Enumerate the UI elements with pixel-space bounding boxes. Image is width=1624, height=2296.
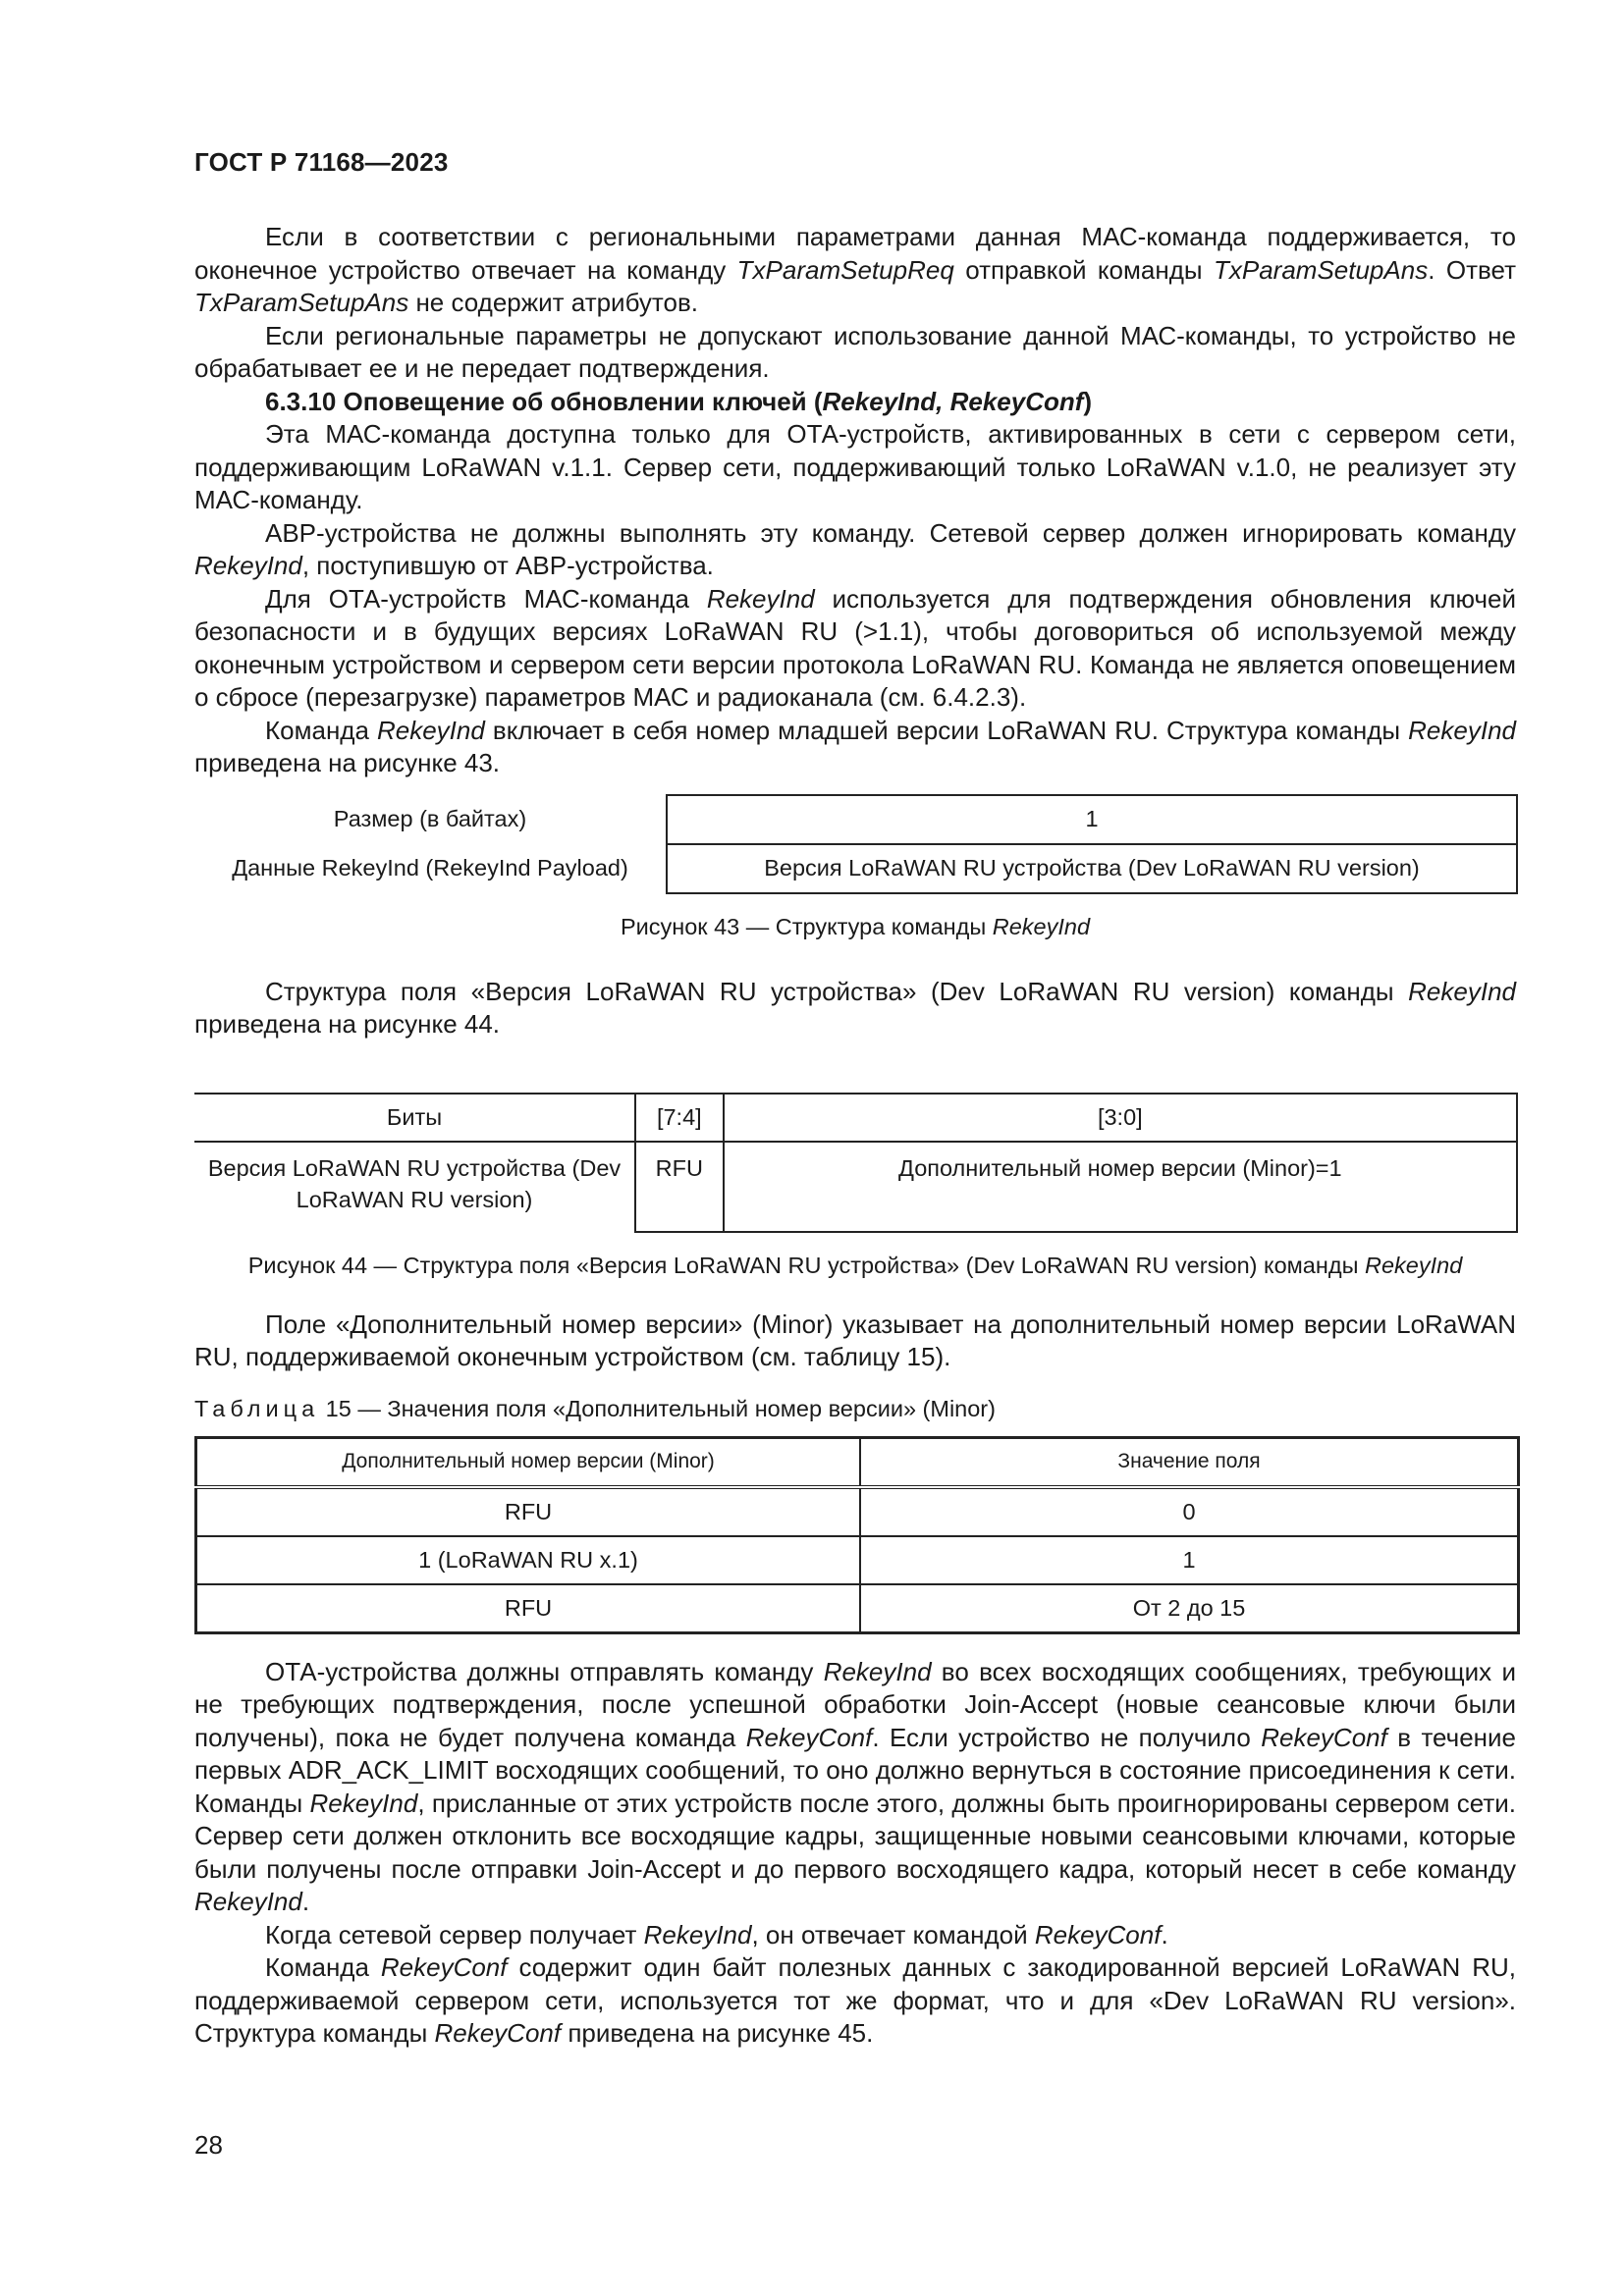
table-15 (194, 1436, 1520, 1634)
table-cell: 1 (LoRaWAN RU x.1) (196, 1536, 861, 1584)
paragraph-rekeyind-purpose: Для ОТА-устройств МАС-команда RekeyInd используется для подтверждения обновления ключей безопасности и в будущих версиях LoRaWAN RU (>1.1), чтобы договориться об используемой между оконечным устройством и сервером сети версии протокола LoRaWAN RU. Команда не является оповещением о сбросе (перезагрузке) параметров МАС и радиоканала (см. 6.4.2.3). (194, 583, 1516, 712)
table-15-caption: Таблица 15 — Значения поля «Дополнительный номер версии» (Minor) (194, 1395, 996, 1421)
table-header-row (196, 1437, 1519, 1487)
table-row (194, 1142, 1517, 1232)
table-row (194, 1094, 1517, 1142)
table-row (194, 844, 1517, 893)
table-cell: Размер (в байтах) (333, 806, 527, 831)
table-row (196, 1536, 1519, 1584)
table-cell: Версия LoRaWAN RU устройства (Dev LoRaWAN RU version) (667, 844, 1517, 893)
figure-43-caption: Рисунок 43 — Структура команды RekeyInd (620, 913, 1091, 939)
paragraph-rekeyind-structure: Команда RekeyInd включает в себя номер младшей версии LoRaWAN RU. Структура команды RekeyInd приведена на рисунке 43. (194, 715, 1516, 777)
table-row (194, 795, 1517, 844)
paragraph-field-structure: Структура поля «Версия LoRaWAN RU устройства» (Dev LoRaWAN RU version) команды RekeyInd приведена на рисунке 44. (194, 976, 1516, 1039)
table-cell: Дополнительный номер версии (Minor)=1 (724, 1142, 1517, 1232)
column-header: Дополнительный номер версии (Minor) (196, 1437, 861, 1487)
table-cell: Версия LoRaWAN RU устройства (Dev LoRaWAN RU version) (207, 1154, 622, 1212)
table-cell: [7:4] (635, 1094, 724, 1142)
paragraph-abp: АВР-устройства не должны выполнять эту команду. Сетевой сервер должен игнорировать команду RekeyInd, поступившую от АВР-устройства. (194, 517, 1516, 580)
document-code-header: ГОСТ Р 71168—2023 (194, 147, 449, 177)
column-header: Значение поля (860, 1437, 1519, 1487)
table-cell: Биты (194, 1094, 635, 1142)
table-cell: RFU (196, 1584, 861, 1633)
figure-43-table (194, 794, 1518, 894)
paragraph-minor-field: Поле «Дополнительный номер версии» (Minor) указывает на дополнительный номер версии LoRaWAN RU, поддерживаемой оконечным устройством (см. таблицу 15). (194, 1308, 1516, 1371)
paragraph-ota-rekeyind-send: ОТА-устройства должны отправлять команду RekeyInd во всех восходящих сообщениях, требующих и не требующих подтверждения, после успешной обработки Join-Accept (новые сеансовые ключи были получены), пока не будет получена команда RekeyConf. Если устройство не получило RekeyConf в течение первых ADR_ACK_LIMIT восходящих сообщений, то оно должно вернуться в состояние присоединения к сети. Команды RekeyInd, присланные от этих устройств после этого, должны быть проигнорированы сервером сети. Сервер сети должен отклонить все восходящие кадры, защищенные новыми сеансовыми ключами, которые были получены после отправки Join-Accept и до первого восходящего кадра, который несет в себе команду RekeyInd. (194, 1656, 1517, 1916)
document-page (194, 147, 1516, 2051)
table-cell: 1 (860, 1536, 1519, 1584)
page-number: 28 (194, 2130, 223, 2160)
paragraph-txparam-support: Если в соответствии с региональными параметрами данная МАС-команда поддерживается, то оконечное устройство отвечает на команду TxParamSetupReq отправкой команды TxParamSetupAns. Ответ TxParamSetupAns не содержит атрибутов. (194, 222, 1517, 317)
figure-44-table (194, 1093, 1518, 1233)
table-cell: 1 (667, 795, 1517, 844)
paragraph-regional-params: Если региональные параметры не допускают использование данной МАС-команды, то устройство не обрабатывает ее и не передает подтверждения. (194, 320, 1516, 383)
paragraph-rekeyconf: Команда RekeyConf содержит один байт полезных данных с закодированной версией LoRaWAN RU, поддерживаемой сервером сети, используется тот же формат, что и для «Dev LoRaWAN RU version». Структура команды RekeyConf приведена на рисунке 45. (194, 1952, 1516, 2048)
table-row (196, 1584, 1519, 1633)
section-heading-6-3-10: 6.3.10 Оповещение об обновлении ключей (RekeyInd, RekeyConf) (265, 386, 1093, 416)
table-cell: От 2 до 15 (860, 1584, 1519, 1633)
table-row (196, 1487, 1519, 1536)
table-cell: 0 (860, 1487, 1519, 1536)
table-cell: RFU (196, 1487, 861, 1536)
figure-44-caption: Рисунок 44 — Структура поля «Версия LoRaWAN RU устройства» (Dev LoRaWAN RU version) команды RekeyInd (247, 1252, 1463, 1278)
table-cell: Данные RekeyInd (RekeyInd Payload) (232, 855, 628, 881)
paragraph-ota-only: Эта МАС-команда доступна только для ОТА-устройств, активированных в сети с сервером сети, поддерживающим LoRaWAN v.1.1. Сервер сети, поддерживающий только LoRaWAN v.1.0, не реализует эту МАС-команду. (194, 419, 1516, 514)
paragraph-server-response: Когда сетевой сервер получает RekeyInd, он отвечает командой RekeyConf. (265, 1919, 1168, 1949)
table-cell: [3:0] (724, 1094, 1517, 1142)
table-cell: RFU (635, 1142, 724, 1232)
